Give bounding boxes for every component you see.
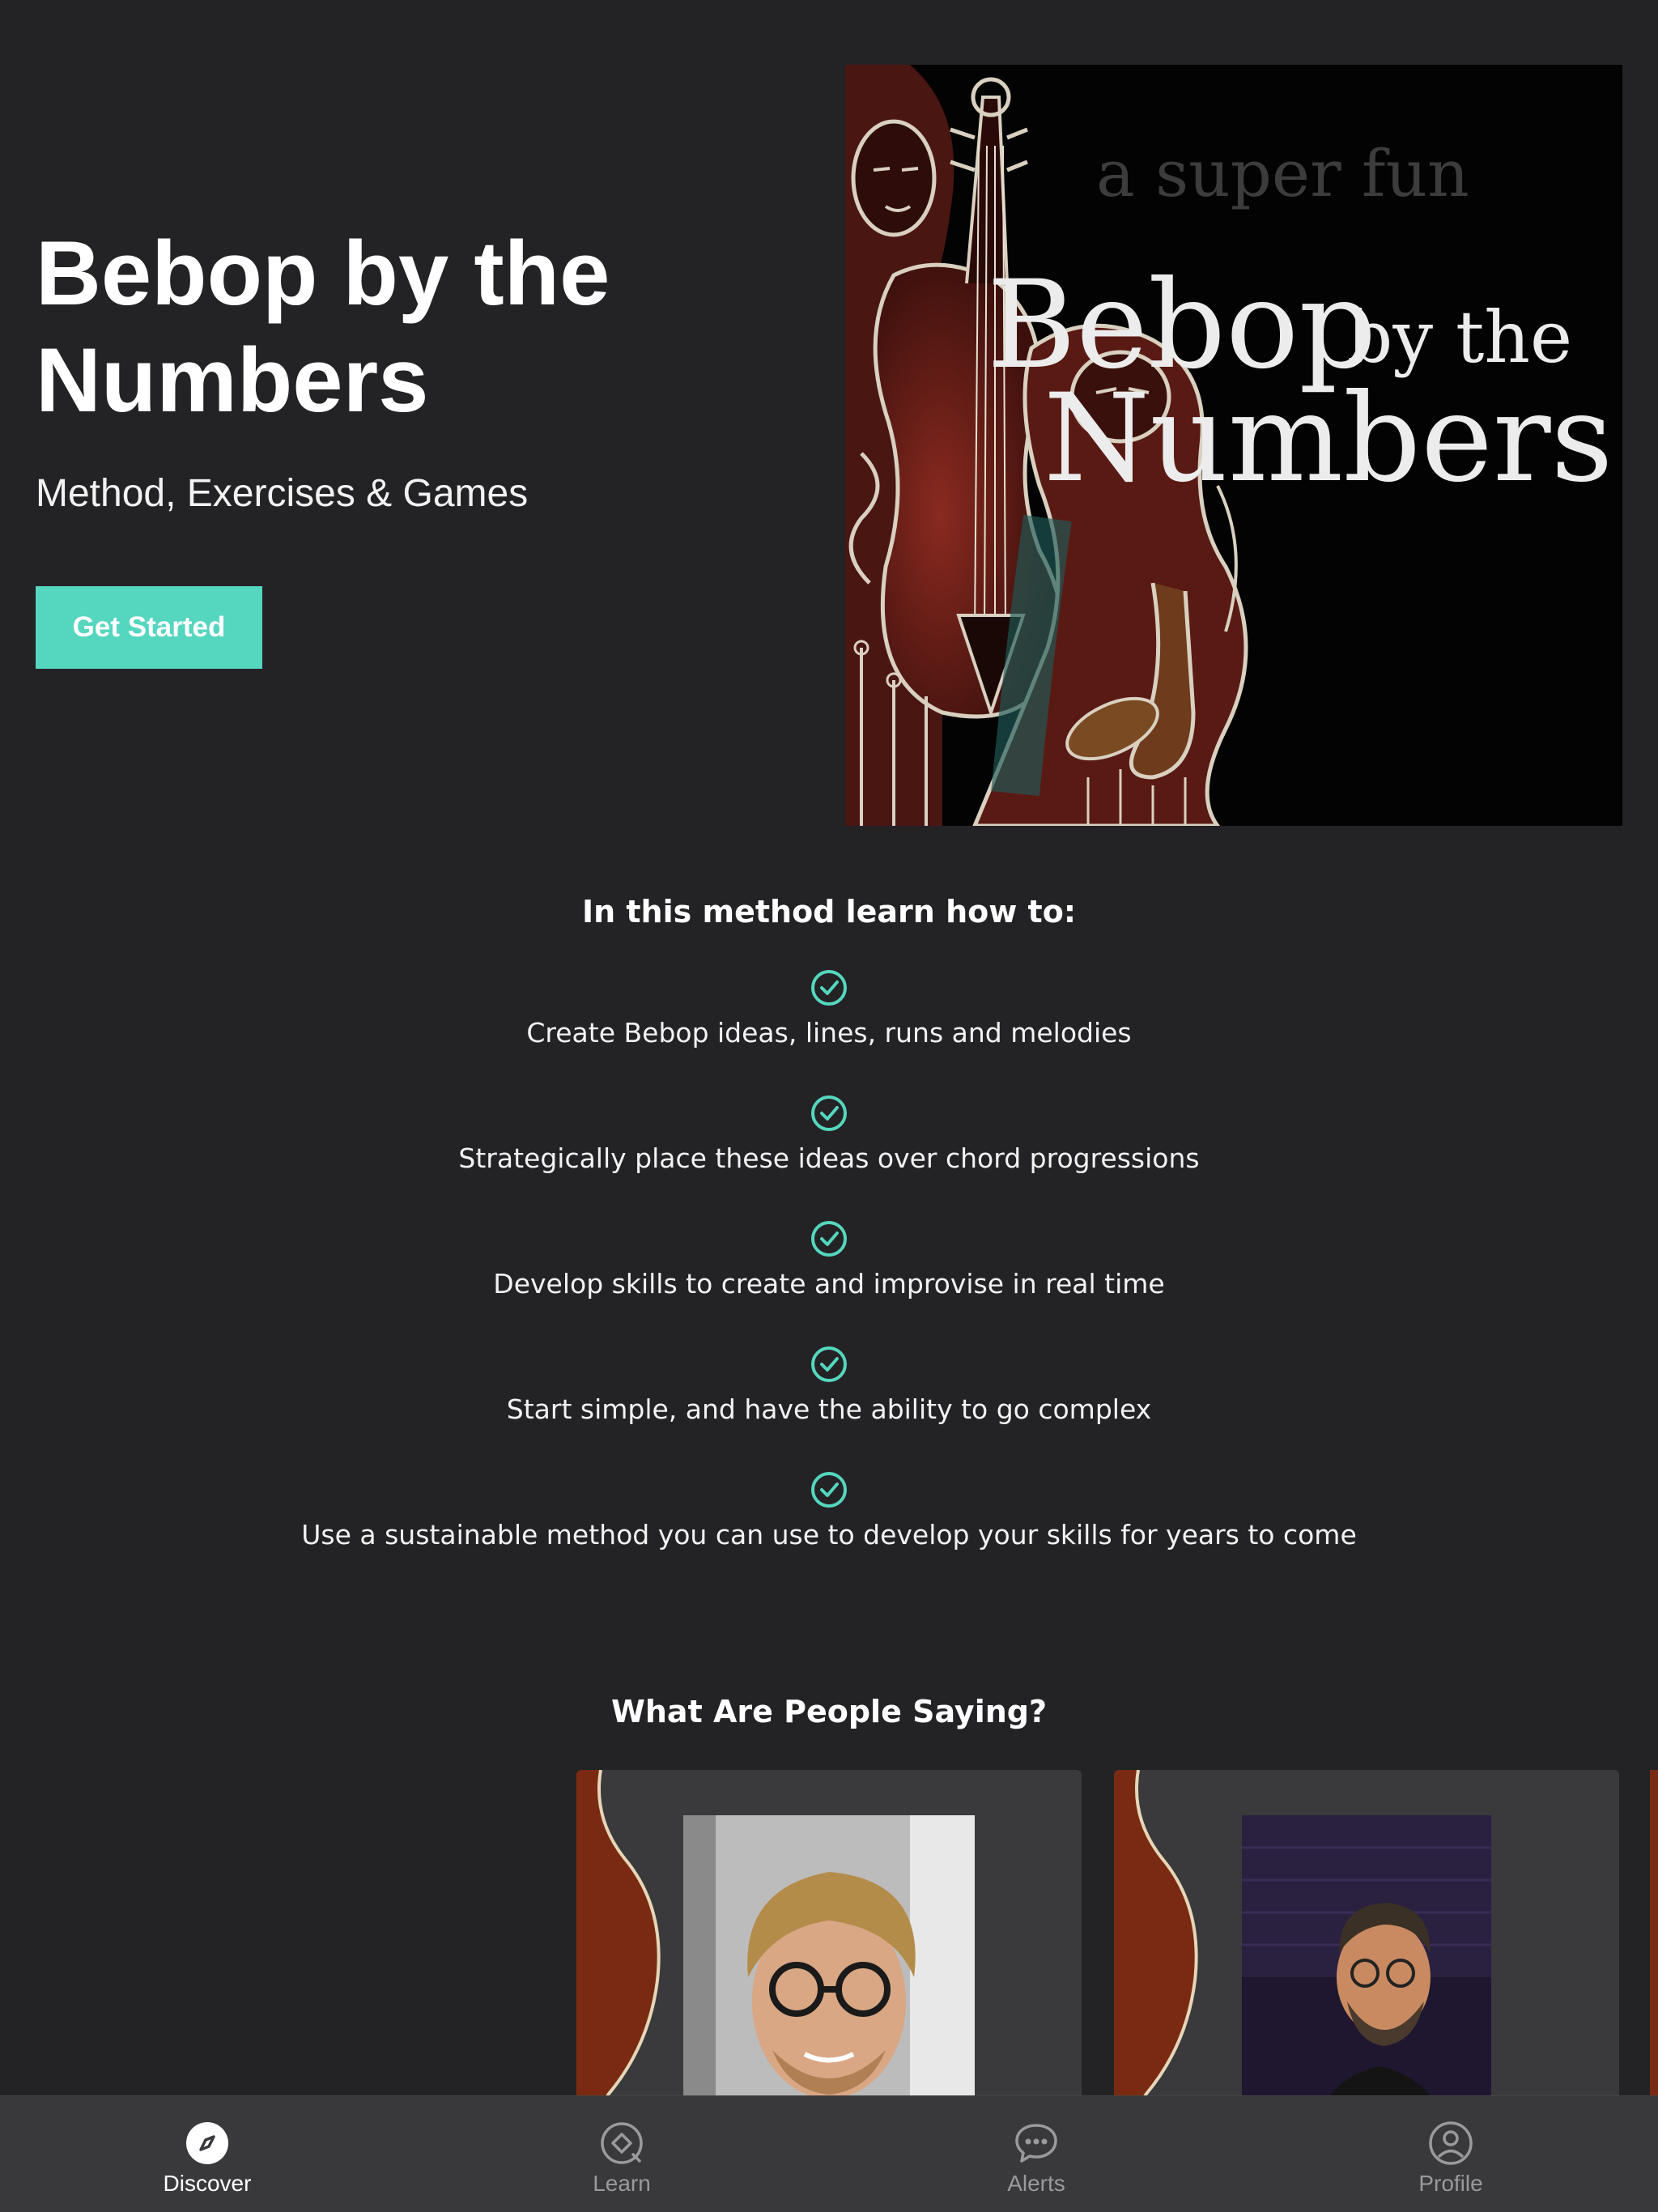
learn-item-text: Develop skills to create and improvise in real time [493,1268,1165,1300]
chat-bubble-icon [1014,2121,1059,2166]
cover-tagline: a super fun [1096,136,1469,211]
page-title: Bebop by the Numbers [36,223,610,431]
learn-list [0,968,1658,1596]
check-circle-icon [810,1470,848,1509]
list-item [0,1470,1658,1596]
cover-word-bebop: Bebop [987,255,1377,396]
tab-label: Alerts [1007,2171,1065,2196]
cover-art [845,65,1622,826]
list-item [0,1094,1658,1219]
tab-profile[interactable] [1354,2096,1548,2212]
cover-word-numbers: Numbers [1044,368,1613,509]
check-circle-icon [810,968,848,1007]
list-item [0,968,1658,1094]
tab-label: Discover [163,2171,252,2196]
list-item [0,1219,1658,1345]
compass-icon [185,2121,230,2166]
learn-item-text: Create Bebop ideas, lines, runs and melodies [526,1017,1132,1049]
check-circle-icon [810,1094,848,1133]
tab-label: Learn [593,2171,651,2196]
testimonials-heading: What Are People Saying? [610,1694,1048,1729]
learn-icon [599,2121,644,2166]
tab-label: Profile [1418,2171,1483,2196]
check-circle-icon [810,1219,848,1258]
tab-discover[interactable] [110,2096,304,2212]
learn-heading: In this method learn how to: [581,894,1077,929]
tab-alerts[interactable] [939,2096,1133,2212]
learn-item-text: Strategically place these ideas over chord progressions [458,1142,1200,1174]
list-item [0,1345,1658,1470]
learn-item-text: Start simple, and have the ability to go complex [506,1393,1152,1425]
bottom-tab-bar [0,2095,1658,2212]
cover-word-by-the: by the [1347,296,1573,379]
get-started-button[interactable]: Get Started [36,586,262,669]
learn-item-text: Use a sustainable method you can use to develop your skills for years to come [301,1519,1357,1551]
check-circle-icon [810,1345,848,1384]
user-icon [1428,2121,1473,2166]
tab-learn[interactable] [525,2096,719,2212]
page-subtitle: Method, Exercises & Games [36,472,529,515]
